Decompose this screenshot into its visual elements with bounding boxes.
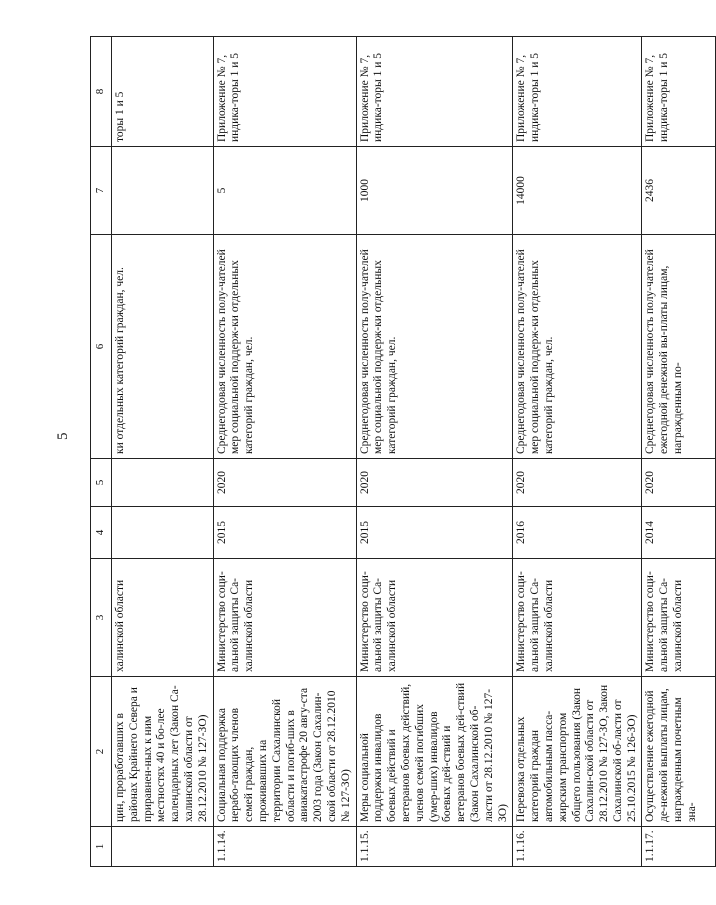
page-number: 5 [55, 432, 71, 440]
measure-name: Перевозка отдельных категорий граждан автомобильным пасса-жирским транспортом общего пользования (Закон Сахалин-ской области от 28.12.2010 № 127-ЗО, Закон Сахалинской об-ласти от 25.10.2015 № 126-ЗО) [513, 677, 642, 827]
reference: Приложение № 7, индика-торы 1 и 5 [513, 37, 642, 147]
reference: Приложение № 7, индика-торы 1 и 5 [213, 37, 356, 147]
table-row [356, 37, 513, 867]
indicator: Среднегодовая численность полу-чателей мер социальной поддерж-ки отдельных категорий граждан, чел. [213, 235, 356, 459]
col-header-7: 7 [91, 147, 112, 235]
indicator: Среднегодовая численность полу-чателей мер социальной поддерж-ки отдельных категорий граждан, чел. [356, 235, 513, 459]
row-number: 1.1.17. [642, 827, 716, 867]
executor: Министерство соци-альной защиты Са-халинской области [356, 559, 513, 677]
reference: Приложение № 7, индика-торы 1 и 5 [642, 37, 716, 147]
start-year [112, 507, 214, 559]
measure-name: цин, проработавших в районах Крайнего Севера и приравнен-ных к ним местностях 40 и бо-лее календарных лет (Закон Са-халинской области от 28.12.2010 № 127-ЗО) [112, 677, 214, 827]
row-number [112, 827, 214, 867]
reference: Приложение № 7, индика-торы 1 и 5 [356, 37, 513, 147]
start-year: 2014 [642, 507, 716, 559]
row-number: 1.1.16. [513, 827, 642, 867]
row-number: 1.1.15. [356, 827, 513, 867]
executor: Министерство соци-альной защиты Са-халинской области [213, 559, 356, 677]
rotated-table-frame [90, 37, 698, 867]
indicator: ки отдельных категорий граждан, чел. [112, 235, 214, 459]
col-header-4: 4 [91, 507, 112, 559]
table-wrapper [90, 37, 698, 867]
reference: торы 1 и 5 [112, 37, 214, 147]
col-header-8: 8 [91, 37, 112, 147]
measure-name: Социальная поддержка нерабо-тающих членов семей граждан, проживавших на территории Сахалинской области и погиб-ших в авиакатастрофе 20 авгу-ста 2003 года (Закон Сахалин-ской области от 28.12.2010 № 127-ЗО) [213, 677, 356, 827]
value [112, 147, 214, 235]
col-header-2: 2 [91, 677, 112, 827]
executor: Министерство соци-альной защиты Са-халинской области [642, 559, 716, 677]
row-number: 1.1.14. [213, 827, 356, 867]
end-year: 2020 [356, 459, 513, 507]
executor: Министерство соци-альной защиты Са-халинской области [513, 559, 642, 677]
start-year: 2015 [213, 507, 356, 559]
table-row [513, 37, 642, 867]
start-year: 2015 [356, 507, 513, 559]
indicator: Среднегодовая численность полу-чателей ежегодной денежной вы-платы лицам, награжденным по- [642, 235, 716, 459]
program-measures-table [90, 36, 716, 867]
value: 2436 [642, 147, 716, 235]
measure-name: Осуществление ежегодной де-нежной выплаты лицам, награжденным почетным зна- [642, 677, 716, 827]
end-year [112, 459, 214, 507]
end-year: 2020 [513, 459, 642, 507]
table-row [112, 37, 214, 867]
header-row [91, 37, 112, 867]
col-header-3: 3 [91, 559, 112, 677]
table-row [213, 37, 356, 867]
col-header-6: 6 [91, 235, 112, 459]
col-header-5: 5 [91, 459, 112, 507]
executor: халинской области [112, 559, 214, 677]
measure-name: Меры социальной поддержки инвалидов боевых действий и ветеранов боевых действий, членов семей погибших (умер-ших) инвалидов боевых дей-ствий и ветеранов боевых дей-ствий (Закон Сахалинской об-ласти от 28.12.2010 № 127-ЗО) [356, 677, 513, 827]
value: 14000 [513, 147, 642, 235]
start-year: 2016 [513, 507, 642, 559]
col-header-1: 1 [91, 827, 112, 867]
end-year: 2020 [642, 459, 716, 507]
value: 1000 [356, 147, 513, 235]
table-row [642, 37, 716, 867]
indicator: Среднегодовая численность полу-чателей мер социальной поддерж-ки отдельных категорий граждан, чел. [513, 235, 642, 459]
value: 5 [213, 147, 356, 235]
end-year: 2020 [213, 459, 356, 507]
